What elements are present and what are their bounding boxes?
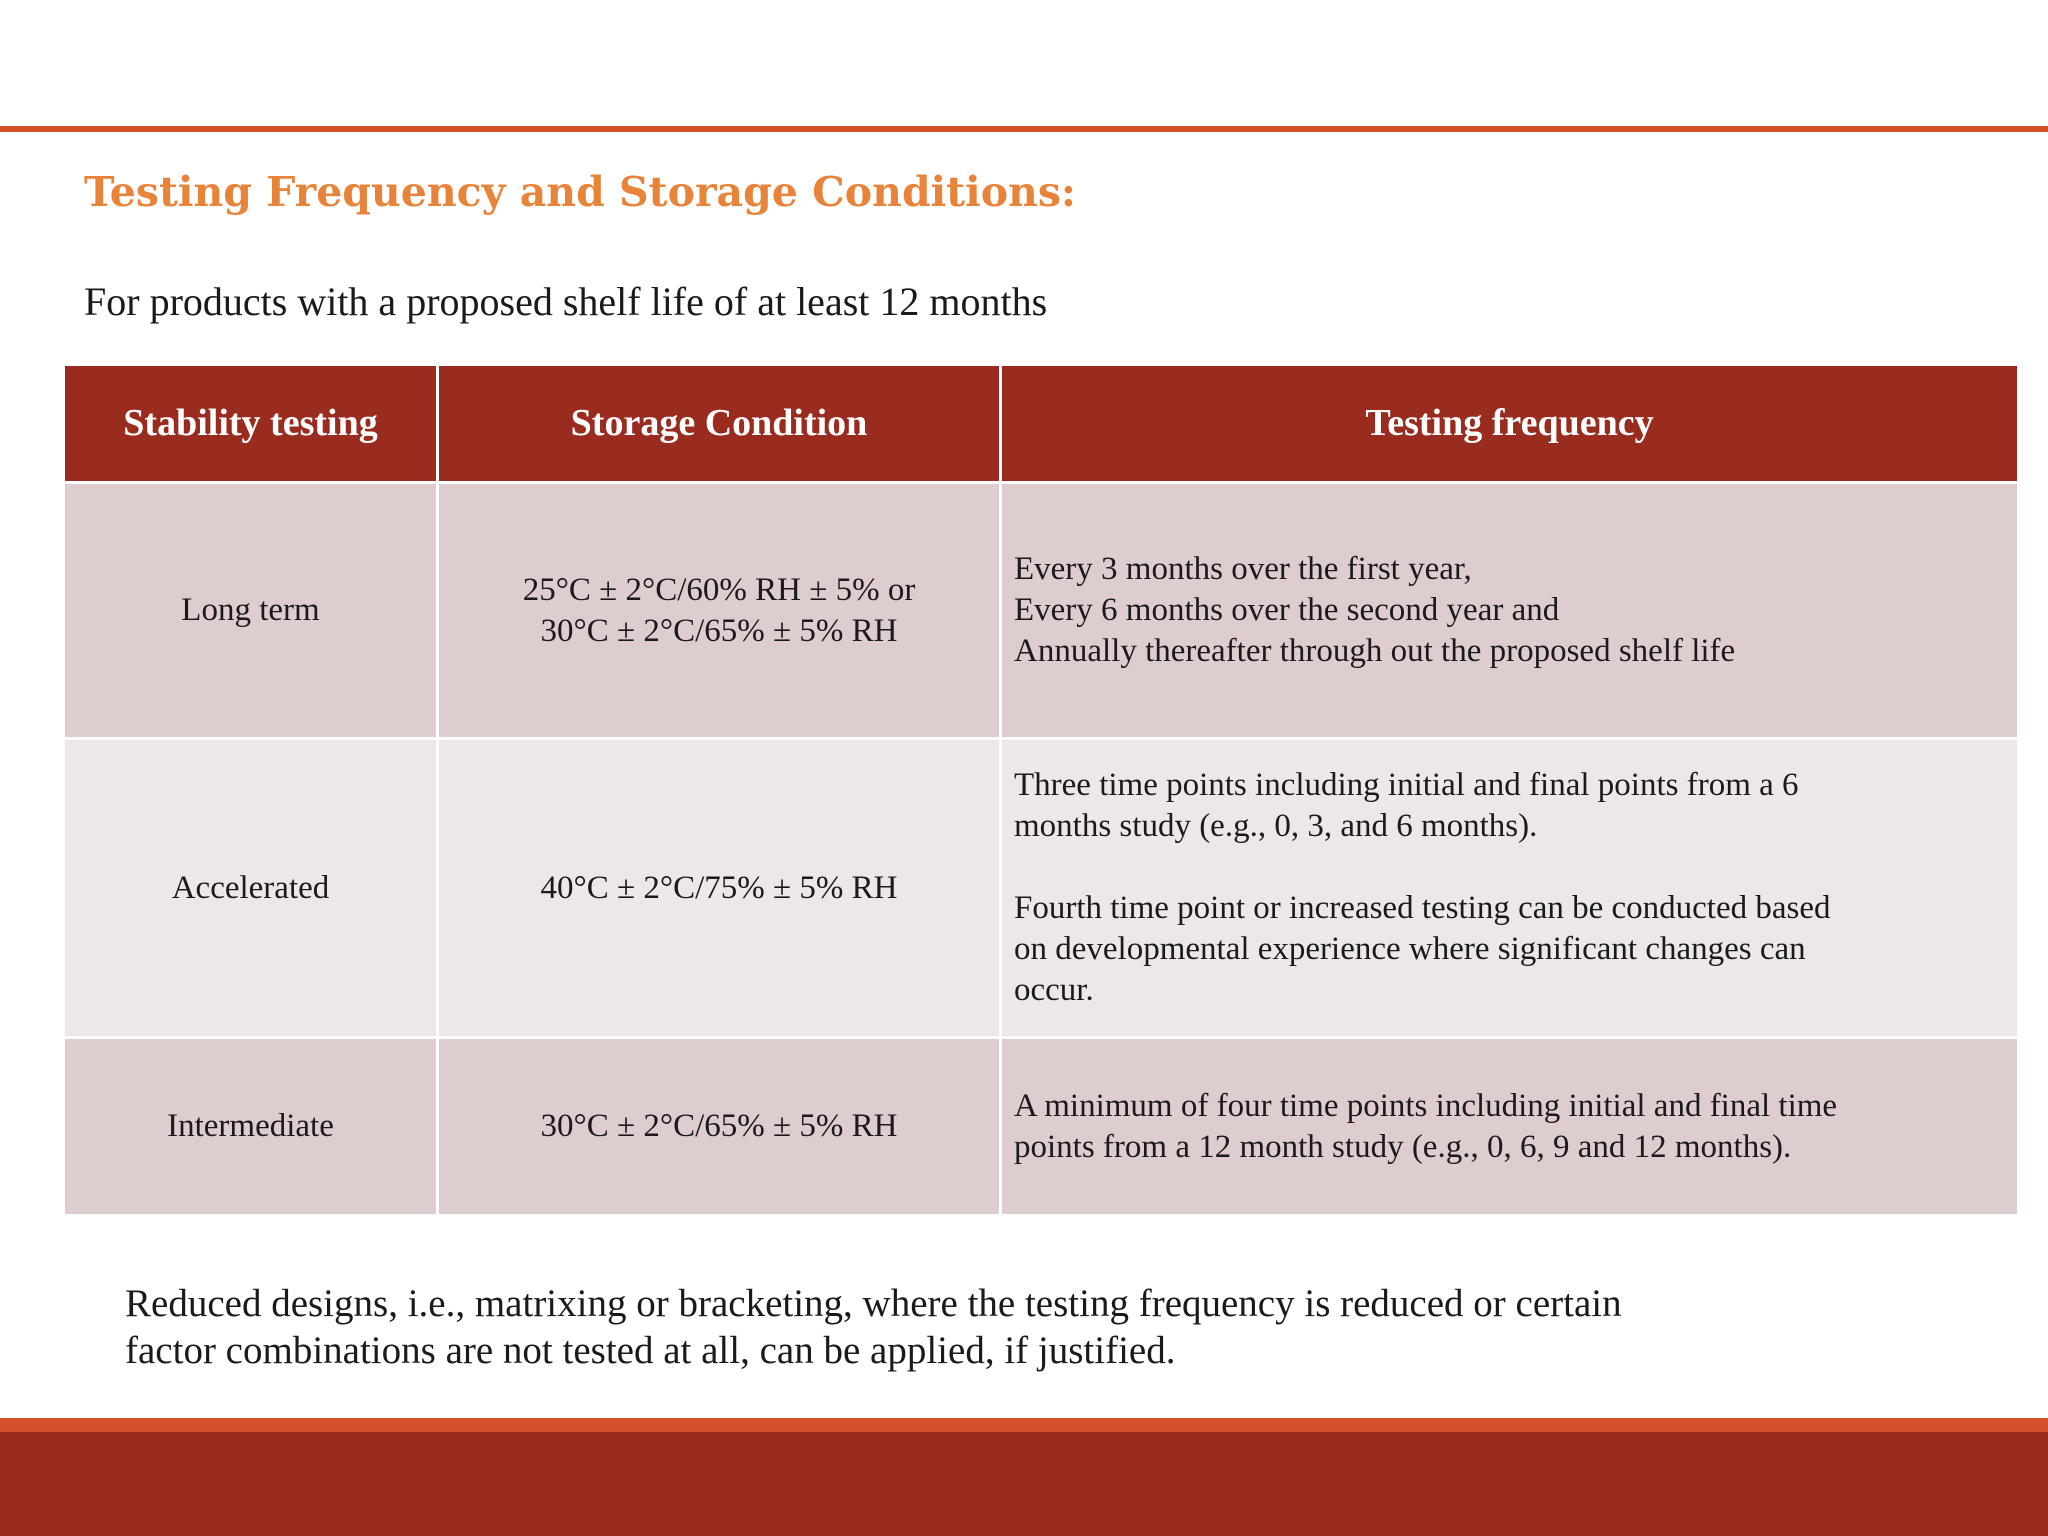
header-testing-frequency: Testing frequency [1001, 365, 2019, 483]
frequency-line: Fourth time point or increased testing can be conducted based [1014, 890, 1831, 926]
cell-testing-type: Intermediate [64, 1038, 438, 1216]
frequency-line: occur. [1014, 972, 1094, 1008]
frequency-line: A minimum of four time points including initial and final time [1014, 1087, 1838, 1124]
cell-testing-type: Accelerated [64, 739, 438, 1038]
footnote-line: Reduced designs, i.e., matrixing or bracketing, where the testing frequency is reduced or certain [125, 1282, 1622, 1325]
cell-testing-frequency [1001, 483, 2019, 739]
bottom-footer-band [0, 1432, 2048, 1536]
frequency-line: months study (e.g., 0, 3, and 6 months). [1014, 808, 1538, 844]
paragraph-gap [1014, 847, 2005, 888]
condition-line: 25°C ± 2°C/60% RH ± 5% or [522, 571, 916, 608]
frequency-line: Annually thereafter through out the proposed shelf life [1014, 633, 1736, 669]
frequency-line: Every 3 months over the first year, [1014, 551, 1472, 587]
top-divider-rule [0, 126, 2048, 132]
header-stability-testing: Stability testing [64, 365, 438, 483]
slide-subtitle: For products with a proposed shelf life of at least 12 months [84, 279, 1048, 324]
condition-line: 30°C ± 2°C/65% ± 5% RH [540, 612, 898, 649]
cell-testing-frequency [1001, 739, 2019, 1038]
bottom-accent-rule [0, 1418, 2048, 1432]
footnote-line: factor combinations are not tested at all, can be applied, if justified. [125, 1329, 1176, 1372]
table-row-intermediate [64, 1038, 2019, 1216]
footnote-text [125, 1280, 1985, 1374]
frequency-line: Three time points including initial and final points from a 6 [1014, 767, 1799, 803]
header-storage-condition: Storage Condition [438, 365, 1001, 483]
cell-storage-condition: 40°C ± 2°C/75% ± 5% RH [438, 739, 1001, 1038]
table-row-long-term [64, 483, 2019, 739]
cell-storage-condition [438, 483, 1001, 739]
cell-testing-type: Long term [64, 483, 438, 739]
table-row-accelerated [64, 739, 2019, 1038]
frequency-line: Every 6 months over the second year and [1014, 592, 1560, 628]
stability-table [62, 363, 2020, 1217]
frequency-line: on developmental experience where significant changes can [1014, 931, 1806, 967]
slide-title: Testing Frequency and Storage Conditions: [84, 168, 1077, 216]
frequency-line: points from a 12 month study (e.g., 0, 6, 9 and 12 months). [1014, 1128, 1792, 1165]
cell-testing-frequency [1001, 1038, 2019, 1216]
cell-storage-condition: 30°C ± 2°C/65% ± 5% RH [438, 1038, 1001, 1216]
table-header-row [64, 365, 2019, 483]
